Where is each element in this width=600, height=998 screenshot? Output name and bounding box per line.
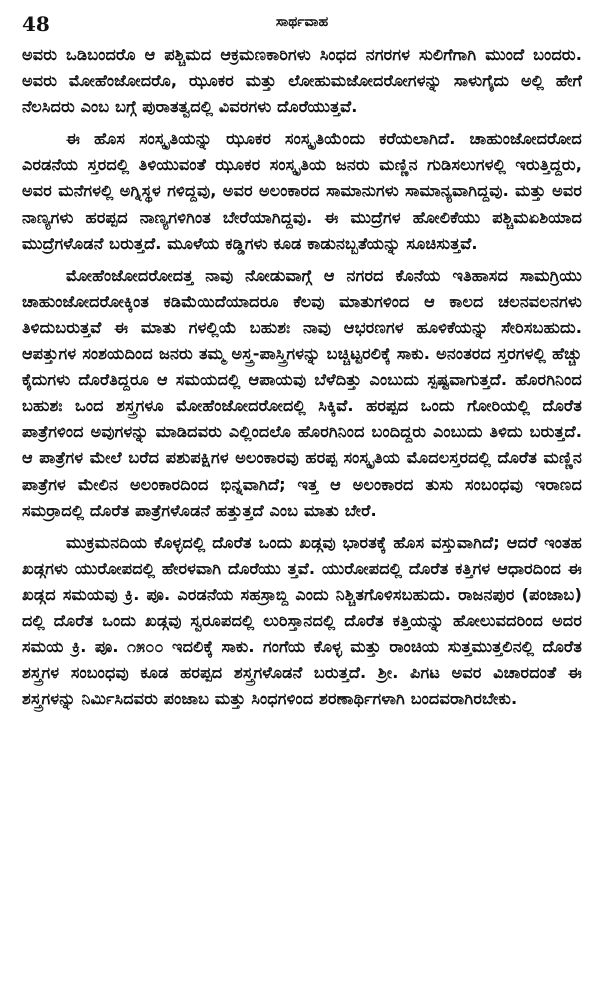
running-title: ಸಾರ್ಥವಾಹ — [275, 14, 329, 30]
paragraph-3: ಮೋಹೆಂಜೋದರೋದತ್ತ ನಾವು ನೋಡುವಾಗ್ಗೆ ಆ ನಗರದ ಕೊನೆಯ ಇತಿಹಾಸದ ಸಾಮಗ್ರಿಯು ಚಾಹುಂಜೋದರೋಕ್ಕಿಂತ ಕಡಿಮೆಯಿದೆಯಾದರೂ ಕೆಲವು ಮಾತುಗಳಿಂದ ಆ ಕಾಲದ ಚಲನವಲನಗಳು ತಿಳಿದುಬರುತ್ತವೆ ಈ ಮಾತು ಗಳಲ್ಲಿಯೆ ಬಹುಶಃ ನಾವು ಆಭರಣಗಳ ಹೂಳಿಕೆಯನ್ನು ಸೇರಿಸಬಹುದು. ಆಪತ್ತುಗಳ ಸಂಶಯದಿಂದ ಜನರು ತಮ್ಮ ಅಸ್ತ್ರ-ಪಾಸ್ತ್ರಿಗಳನ್ನು ಬಚ್ಚಿಟ್ಟರಲಿಕ್ಕೆ ಸಾಕು. ಅನಂತರದ ಸ್ತರಗಳಲ್ಲಿ ಹೆಚ್ಚು ಕೈದುಗಳು ದೊರೆತಿದ್ದರೂ ಆ ಸಮಯದಲ್ಲಿ ಆಪಾಯವು ಬೆಳೆದಿತ್ತು ಎಂಬುದು ಸ್ಪಷ್ಟವಾಗುತ್ತದೆ. ಹೊರಗಿನಿಂದ ಬಹುಶಃ ಒಂದ ಶಸ್ತ್ರಗಳೂ ಮೋಹೆಂಜೋದರೋದಲ್ಲಿ ಸಿಕ್ಕಿವೆ. ಹರಪ್ಪದ ಒಂದು ಗೋರಿಯಲ್ಲಿ ದೊರೆತ ಪಾತ್ರೆಗಳಿಂದ ಅವುಗಳನ್ನು ಮಾಡಿದವರು ಎಲ್ಲಿಂದಲೊ ಹೊರಗಿನಿಂದ ಬಂದಿದ್ದರು ಎಂಬುದು ತಿಳಿದು ಬರುತ್ತದೆ. ಆ ಪಾತ್ರೆಗಳ ಮೇಲೆ ಬರೆದ ಪಶುಪಕ್ಷಿಗಳ ಅಲಂಕಾರವು ಹರಪ್ಪ ಸಂಸ್ಕೃತಿಯ ಮೊದಲಸ್ತರದಲ್ಲಿ ದೊರೆತ ಮಣ್ಣಿನ ಪಾತ್ರೆಗಳ ಮೇಲಿನ ಅಲಂಕಾರದಿಂದ ಭಿನ್ನವಾಗಿದೆ; ಇತ್ತ ಆ ಅಲಂಕಾರದ ತುಸು ಸಂಬಂಧವು ಇರಾಣದ ಸಮರ್ರಾದಲ್ಲಿ ದೊರೆತ ಪಾತ್ರೆಗಳೊಡನೆ ಹತ್ತುತ್ತದೆ ಎಂಬ ಮಾತು ಬೇರೆ. — [22, 265, 582, 520]
paragraph-2: ಈ ಹೊಸ ಸಂಸ್ಕೃತಿಯನ್ನು ಝೂಕರ ಸಂಸ್ಕೃತಿಯೆಂದು ಕರೆಯಲಾಗಿದೆ. ಚಾಹುಂಜೋದರೋದ ಎರಡನೆಯ ಸ್ತರದಲ್ಲಿ ತಿಳಿಯುವಂತೆ ಝೂಕರ ಸಂಸ್ಕೃತಿಯ ಜನರು ಮಣ್ಣಿನ ಗುಡಿಸಲುಗಳಲ್ಲಿ ಇರುತ್ತಿದ್ದರು, ಅವರ ಮನೆಗಳಲ್ಲಿ ಅಗ್ನಿಸ್ಥಳ ಗಳಿದ್ದವು, ಅವರ ಅಲಂಕಾರದ ಸಾಮಾನುಗಳು ಸಾಮಾನ್ಯವಾಗಿದ್ದವು. ಮತ್ತು ಅವರ ನಾಣ್ಯಗಳು ಹರಪ್ಪದ ನಾಣ್ಯಗಳಿಗಿಂತ ಬೇರೆಯಾಗಿದ್ದವು. ಈ ಮುದ್ರೆಗಳ ಹೋಲಿಕೆಯು ಪಶ್ಚಿಮಏಶಿಯಾದ ಮುದ್ರೆಗಳೊಡನೆ ಬರುತ್ತದೆ. ಮೂಳೆಯ ಕಡ್ಡಿಗಳು ಕೂಡ ಕಾಡುನಬ್ಬತೆಯನ್ನು ಸೂಚಿಸುತ್ತವೆ. — [22, 129, 582, 253]
paragraph-1: ಅವರು ಒಡಿಬಂದರೊ ಆ ಪಶ್ಚಿಮದ ಆಕ್ರಮಣಕಾರಿಗಳು ಸಿಂಧದ ನಗರಗಳ ಸುಲಿಗೆಗಾಗಿ ಮುಂದೆ ಬಂದರು. ಅವರು ಮೋಹೆಂಜೋದರೊ, ಝೂಕರ ಮತ್ತು ಲೋಹುಮಜೋದರೋಗಳನ್ನು ಸಾಳುಗೈದು ಅಲ್ಲಿ ಹೇಗೆ ನೆಲಸಿದರು ಎಂಬ ಬಗ್ಗೆ ಪುರಾತತ್ವದಲ್ಲಿ ವಿವರಗಳು ದೊರೆಯುತ್ತವೆ. — [22, 45, 582, 117]
paragraph-4: ಮುಕ್ರಮನದಿಯ ಕೊಳ್ಳದಲ್ಲಿ ದೊರೆತ ಒಂದು ಖಡ್ಗವು ಭಾರತಕ್ಕೆ ಹೊಸ ವಸ್ತುವಾಗಿದೆ; ಆದರೆ ಇಂತಹ ಖಡ್ಗಗಳು ಯುರೋಪದಲ್ಲಿ ಹೇರಳವಾಗಿ ದೊರೆಯು ತ್ತವೆ. ಯುರೋಪದಲ್ಲಿ ದೊರೆತ ಕತ್ತಿಗಳ ಆಧಾರದಿಂದ ಈ ಖಡ್ಗದ ಸಮಯವು ಕ್ರಿ. ಪೂ. ಎರಡನೆಯ ಸಹಸ್ರಾಬ್ದಿ ಎಂದು ನಿಶ್ಚಿತಗೊಳಿಸಬಹುದು. ರಾಜನಪುರ (ಪಂಜಾಬ) ದಲ್ಲಿ ದೊರೆತ ಒಂದು ಖಡ್ಗವು ಸ್ವರೂಪದಲ್ಲಿ ಲುರಿಸ್ತಾನದಲ್ಲಿ ದೊರೆತ ಕತ್ತಿಯನ್ನು ಹೋಲುವದರಿಂದ ಅದರ ಸಮಯ ಕ್ರಿ. ಪೂ. ೧೫೦೦ ಇದಲಿಕ್ಕೆ ಸಾಕು. ಗಂಗೆಯ ಕೊಳ್ಳ ಮತ್ತು ರಾಂಚಿಯ ಸುತ್ತಮುತ್ತಲಿನಲ್ಲಿ ದೊರೆತ ಶಸ್ತ್ರಗಳ ಸಂಬಂಧವು ಕೂಡ ಹರಪ್ಪದ ಶಸ್ತ್ರಗಳೊಡನೆ ಬರುತ್ತದೆ. ಶ್ರೀ. ಪಿಗಟ ಅವರ ವಿಚಾರದಂತೆ ಈ ಶಸ್ತ್ರಗಳನ್ನು ನಿರ್ಮಿಸಿದವರು ಪಂಜಾಬ ಮತ್ತು ಸಿಂಧಗಳಿಂದ ಶರಣಾರ್ಥಿಗಳಾಗಿ ಬಂದವರಾಗಿರಬೇಕು. — [22, 532, 582, 709]
page-number: 48 — [22, 12, 50, 36]
page-header — [22, 8, 582, 42]
